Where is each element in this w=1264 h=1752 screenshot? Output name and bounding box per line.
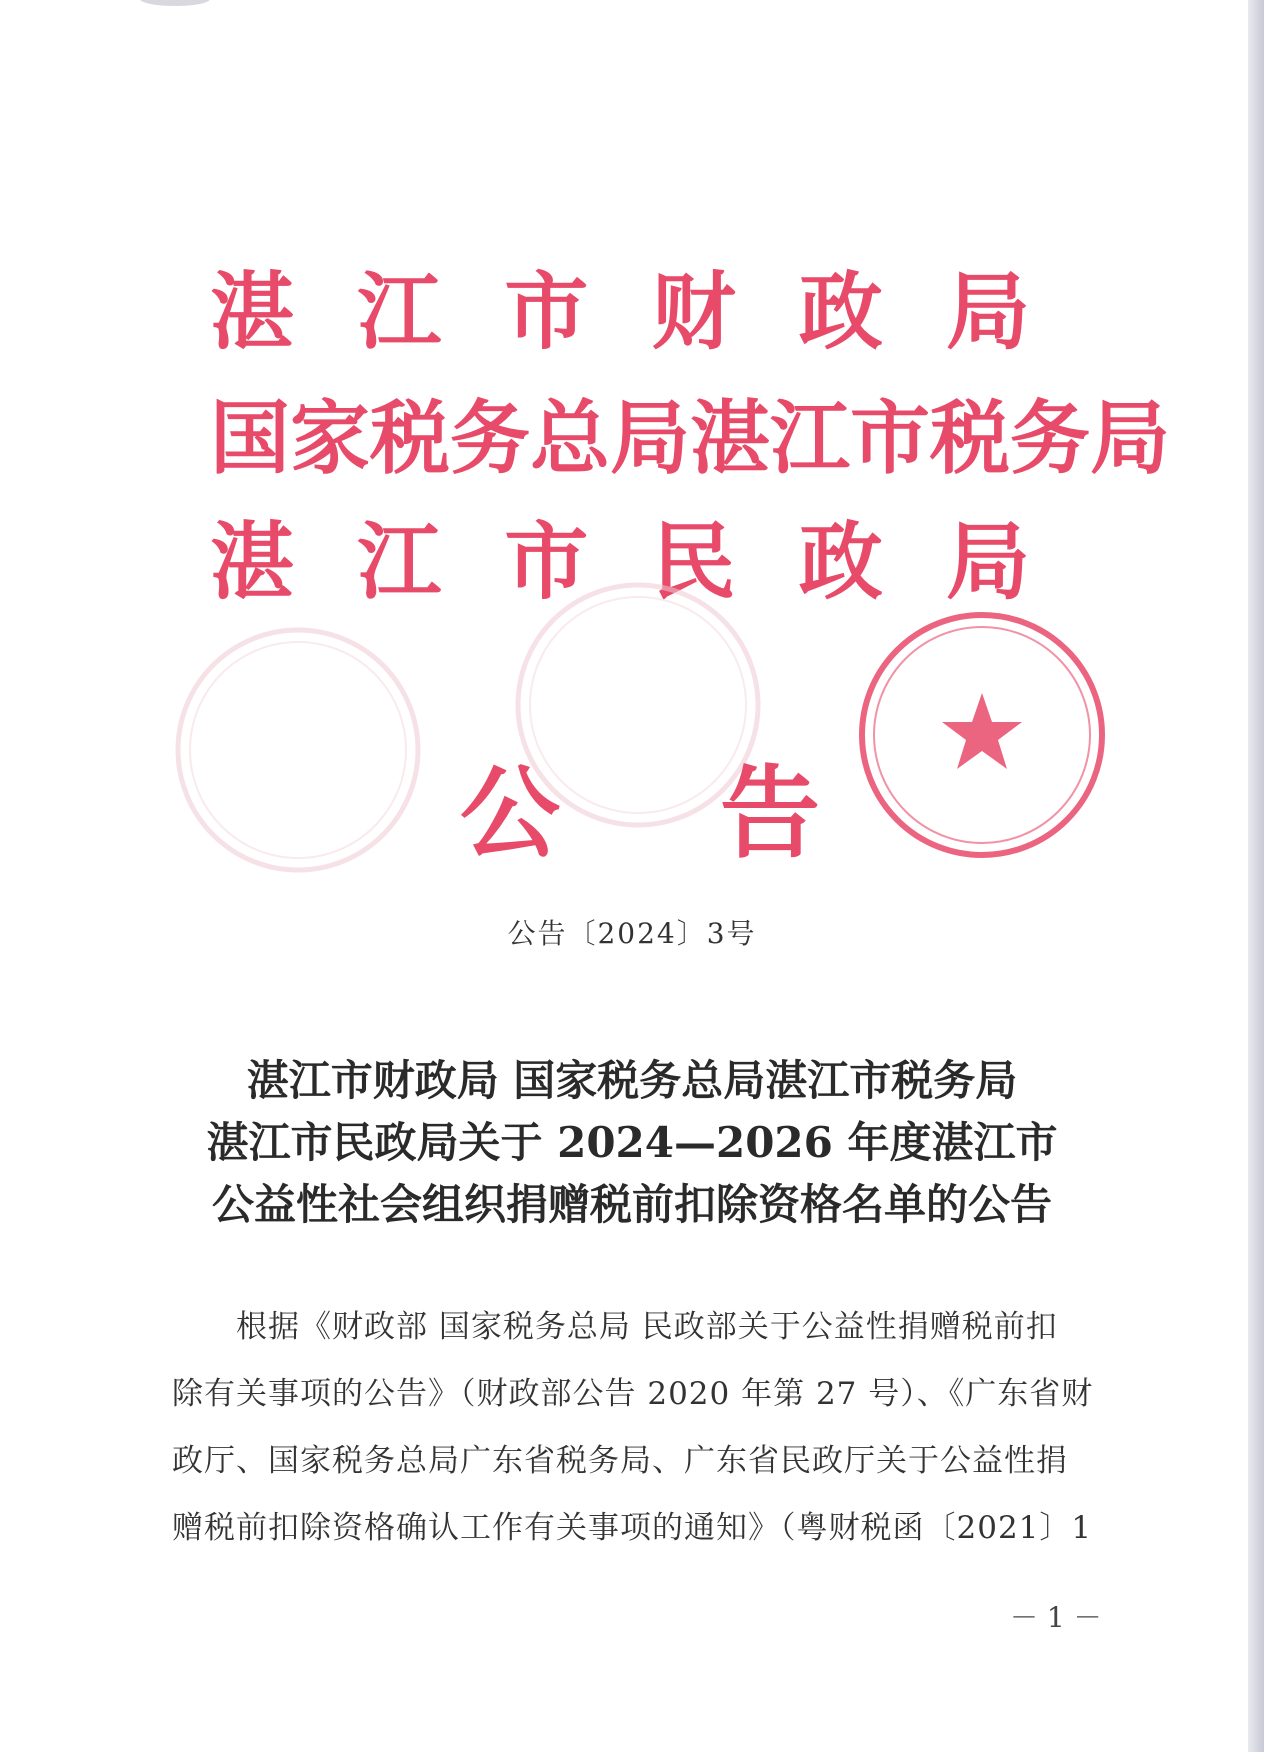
body-line: 除有关事项的公告》（财政部公告 2020 年第 27 号）、《广东省财 xyxy=(172,1376,1094,1412)
masthead-char: 局 xyxy=(945,262,1030,361)
masthead-char: 市 xyxy=(850,391,930,485)
body-line: 根据《财政部 国家税务总局 民政部关于公益性捐赠税前扣 xyxy=(172,1309,1058,1345)
masthead-char: 税 xyxy=(370,391,450,485)
masthead-char: 财 xyxy=(651,262,736,361)
masthead-char: 政 xyxy=(798,512,883,611)
masthead-char: 税 xyxy=(930,391,1010,485)
masthead-char: 政 xyxy=(798,262,883,361)
masthead-char: 江 xyxy=(357,512,442,611)
announcement-title xyxy=(460,750,820,872)
scan-edge xyxy=(1248,0,1264,1752)
masthead-char: 局 xyxy=(610,391,690,485)
masthead-char: 局 xyxy=(945,512,1030,611)
seal-star-icon xyxy=(942,693,1022,769)
masthead-char: 国 xyxy=(210,391,290,485)
masthead-line-3 xyxy=(210,512,1030,612)
masthead-char: 民 xyxy=(651,512,736,611)
masthead-char: 局 xyxy=(1090,391,1170,485)
announcement-title-char: 告 xyxy=(720,754,820,872)
masthead-char: 湛 xyxy=(210,262,295,361)
document-title xyxy=(150,1050,1114,1236)
announcement-title-char: 公 xyxy=(460,754,560,872)
masthead-char: 湛 xyxy=(210,512,295,611)
masthead-char: 市 xyxy=(504,512,589,611)
masthead-line-1 xyxy=(210,262,1030,362)
document-number: 公告〔2024〕3号 xyxy=(507,917,757,950)
page-number: － 1 － xyxy=(1010,1601,1102,1634)
document-title-line: 湛江市民政局关于 2024—2026 年度湛江市 xyxy=(206,1118,1058,1167)
faded-seal-left xyxy=(178,630,418,870)
red-seal-right xyxy=(862,615,1102,855)
document-title-line: 湛江市财政局 国家税务总局湛江市税务局 xyxy=(246,1056,1018,1105)
masthead-char: 湛 xyxy=(690,391,770,485)
masthead-char: 家 xyxy=(290,391,370,485)
document-title-line: 公益性社会组织捐赠税前扣除资格名单的公告 xyxy=(211,1180,1052,1229)
masthead-line-2 xyxy=(210,388,1170,488)
body-line: 政厅、国家税务总局广东省税务局、广东省民政厅关于公益性捐 xyxy=(172,1443,1068,1479)
masthead-char: 江 xyxy=(770,391,850,485)
body-line: 赠税前扣除资格确认工作有关事项的通知》（粤财税函〔2021〕1 xyxy=(172,1510,1093,1546)
document-body xyxy=(172,1294,1094,1562)
masthead-char: 市 xyxy=(504,262,589,361)
masthead-char: 务 xyxy=(450,391,530,485)
masthead-char: 总 xyxy=(530,391,610,485)
masthead-char: 务 xyxy=(1010,391,1090,485)
scan-smudge xyxy=(140,0,210,6)
masthead-char: 江 xyxy=(357,262,442,361)
